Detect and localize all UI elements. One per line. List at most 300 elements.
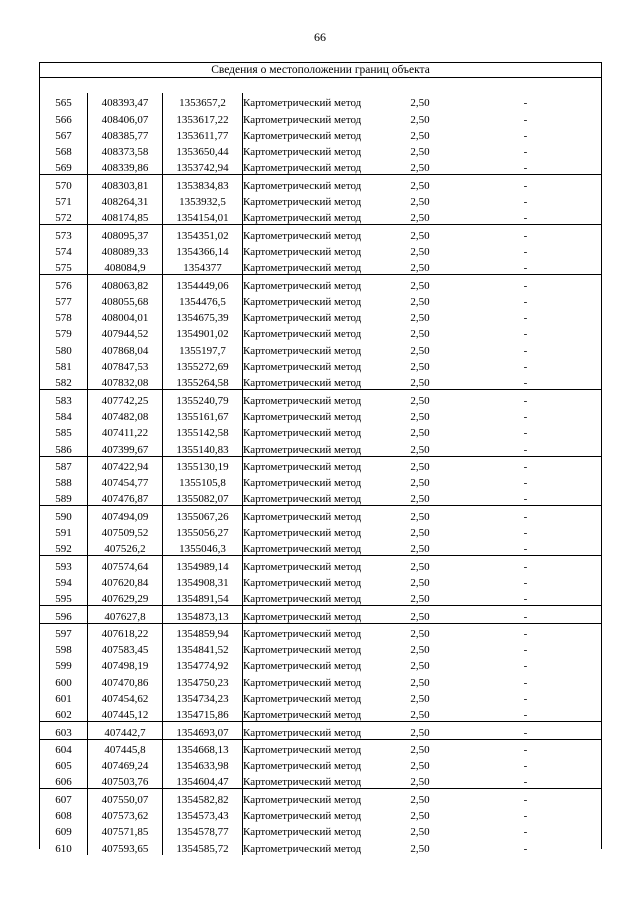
cell-accuracy: 2,50 (410, 312, 430, 325)
cell-coord-x: 408089,33 (88, 242, 163, 258)
cell-accuracy: 2,50 (410, 245, 430, 258)
cell-method: Картометрический метод (243, 328, 362, 341)
cell-accuracy: 2,50 (410, 692, 430, 705)
table-row (40, 175, 601, 192)
table-row (40, 258, 601, 275)
cell-description: - (523, 776, 528, 789)
cell-description: - (450, 275, 601, 292)
cell-description: - (450, 506, 601, 523)
cell-description: - (450, 789, 601, 806)
cell-point-number: 590 (40, 506, 88, 523)
cell-description: - (523, 676, 528, 689)
cell-description: - (523, 527, 528, 540)
cell-coord-y: 1355067,26 (163, 506, 243, 523)
table-row (40, 489, 601, 506)
table-row (40, 722, 601, 739)
table-row (40, 423, 601, 439)
cell-coord-y: 1354841,52 (163, 640, 243, 656)
cell-coord-x: 408385,77 (88, 126, 163, 142)
cell-point-number: 580 (40, 340, 88, 356)
cell-coord-y: 1354891,54 (163, 589, 243, 606)
cell-description: - (523, 312, 528, 325)
cell-method: Картометрический метод (243, 262, 362, 275)
cell-description: - (450, 390, 601, 407)
cell-coord-y: 1354351,02 (163, 225, 243, 242)
table-row (40, 357, 601, 373)
cell-point-number: 586 (40, 439, 88, 456)
cell-method: Картометрический метод (243, 97, 362, 110)
cell-coord-x: 407422,94 (88, 456, 163, 473)
cell-coord-y: 1355264,58 (163, 373, 243, 390)
cell-point-number: 582 (40, 373, 88, 390)
cell-coord-y: 1355130,19 (163, 456, 243, 473)
table-row (40, 93, 601, 109)
cell-coord-y: 1355056,27 (163, 523, 243, 539)
cell-method: Картометрический метод (243, 225, 391, 242)
coordinates-table (40, 93, 601, 855)
cell-coord-x: 407454,77 (88, 473, 163, 489)
table-row (40, 656, 601, 672)
table-row (40, 192, 601, 208)
table-row (40, 506, 601, 523)
table-row (40, 208, 601, 225)
cell-method: Картометрический метод (243, 113, 362, 126)
table-row (40, 806, 601, 822)
cell-coord-x: 407445,8 (88, 739, 163, 756)
cell-method: Картометрический метод (243, 789, 391, 806)
cell-coord-y: 1354859,94 (163, 623, 243, 640)
cell-method: Картометрический метод (243, 175, 391, 192)
cell-description: - (523, 427, 528, 440)
cell-coord-x: 408406,07 (88, 109, 163, 125)
cell-description: - (523, 543, 528, 556)
cell-coord-x: 407583,45 (88, 640, 163, 656)
cell-point-number: 607 (40, 789, 88, 806)
cell-method: Картометрический метод (243, 493, 362, 506)
cell-point-number: 594 (40, 573, 88, 589)
cell-coord-x: 408264,31 (88, 192, 163, 208)
cell-coord-x: 408095,37 (88, 225, 163, 242)
table-row (40, 373, 601, 390)
cell-coord-y: 1354693,07 (163, 722, 243, 739)
cell-description: - (523, 344, 528, 357)
cell-description: - (523, 113, 528, 126)
table-row (40, 689, 601, 705)
cell-coord-y: 1354582,82 (163, 789, 243, 806)
cell-point-number: 605 (40, 756, 88, 772)
cell-point-number: 603 (40, 722, 88, 739)
cell-coord-y: 1354573,43 (163, 806, 243, 822)
cell-point-number: 597 (40, 623, 88, 640)
cell-point-number: 581 (40, 357, 88, 373)
cell-coord-x: 408055,68 (88, 292, 163, 308)
cell-coord-x: 408174,85 (88, 208, 163, 225)
table-row (40, 473, 601, 489)
cell-coord-x: 407847,53 (88, 357, 163, 373)
cell-coord-x: 408373,58 (88, 142, 163, 158)
cell-method: Картометрический метод (243, 477, 362, 490)
cell-description: - (523, 196, 528, 209)
cell-method: Картометрический метод (243, 146, 362, 159)
cell-point-number: 568 (40, 142, 88, 158)
cell-coord-y: 1353932,5 (163, 192, 243, 208)
cell-coord-x: 407498,19 (88, 656, 163, 672)
cell-accuracy: 2,50 (410, 262, 430, 275)
cell-description: - (523, 842, 528, 855)
table-row (40, 573, 601, 589)
cell-coord-x: 407526,2 (88, 539, 163, 556)
cell-point-number: 584 (40, 407, 88, 423)
cell-coord-x: 407503,76 (88, 772, 163, 789)
cell-coord-y: 1354585,72 (163, 838, 243, 854)
cell-method: Картометрический метод (243, 275, 391, 292)
cell-method: Картометрический метод (243, 443, 362, 456)
cell-method: Картометрический метод (243, 312, 362, 325)
cell-accuracy: 2,50 (410, 493, 430, 506)
cell-method: Картометрический метод (243, 212, 362, 225)
table-row (40, 822, 601, 838)
table-caption: Сведения о местоположении границ объекта (40, 63, 601, 78)
cell-point-number: 574 (40, 242, 88, 258)
cell-coord-y: 1354578,77 (163, 822, 243, 838)
cell-method: Картометрический метод (243, 196, 362, 209)
cell-description: - (523, 212, 528, 225)
cell-method: Картометрический метод (243, 390, 391, 407)
cell-description: - (523, 709, 528, 722)
cell-accuracy: 2,50 (410, 196, 430, 209)
cell-coord-y: 1354604,47 (163, 772, 243, 789)
table-row (40, 158, 601, 175)
cell-method: Картометрический метод (243, 456, 391, 473)
table-row (40, 606, 601, 623)
cell-accuracy: 2,50 (410, 328, 430, 341)
cell-coord-y: 1354715,86 (163, 705, 243, 722)
cell-method: Картометрический метод (243, 162, 362, 175)
table-row (40, 292, 601, 308)
cell-point-number: 571 (40, 192, 88, 208)
cell-method: Картометрический метод (243, 527, 362, 540)
cell-point-number: 579 (40, 324, 88, 340)
cell-coord-y: 1353657,2 (163, 93, 243, 109)
table-row (40, 838, 601, 854)
cell-coord-y: 1354449,06 (163, 275, 243, 292)
cell-point-number: 598 (40, 640, 88, 656)
cell-coord-y: 1354377 (163, 258, 243, 275)
cell-accuracy: 2,50 (390, 722, 450, 739)
cell-description: - (523, 245, 528, 258)
cell-point-number: 593 (40, 556, 88, 573)
table-row (40, 275, 601, 292)
cell-accuracy: 2,50 (410, 709, 430, 722)
cell-coord-x: 407482,08 (88, 407, 163, 423)
cell-accuracy: 2,50 (410, 377, 430, 390)
cell-method: Картометрический метод (243, 760, 362, 773)
table-row (40, 456, 601, 473)
cell-point-number: 610 (40, 838, 88, 854)
cell-coord-x: 407571,85 (88, 822, 163, 838)
cell-accuracy: 2,50 (410, 676, 430, 689)
cell-point-number: 588 (40, 473, 88, 489)
cell-coord-y: 1354675,39 (163, 308, 243, 324)
cell-accuracy: 2,50 (410, 162, 430, 175)
cell-point-number: 583 (40, 390, 88, 407)
cell-description: - (523, 810, 528, 823)
cell-coord-x: 407469,24 (88, 756, 163, 772)
cell-point-number: 596 (40, 606, 88, 623)
cell-description: - (523, 97, 528, 110)
cell-description: - (450, 175, 601, 192)
cell-accuracy: 2,50 (410, 410, 430, 423)
cell-coord-x: 407832,08 (88, 373, 163, 390)
cell-method: Картометрический метод (243, 660, 362, 673)
cell-description: - (523, 660, 528, 673)
cell-description: - (523, 146, 528, 159)
cell-accuracy: 2,50 (410, 842, 430, 855)
cell-point-number: 573 (40, 225, 88, 242)
cell-coord-x: 407470,86 (88, 672, 163, 688)
cell-description: - (450, 225, 601, 242)
cell-coord-x: 407494,09 (88, 506, 163, 523)
table-row (40, 672, 601, 688)
cell-description: - (523, 826, 528, 839)
cell-point-number: 600 (40, 672, 88, 688)
cell-method: Картометрический метод (243, 543, 362, 556)
cell-accuracy: 2,50 (410, 361, 430, 374)
cell-accuracy: 2,50 (390, 789, 450, 806)
cell-accuracy: 2,50 (410, 146, 430, 159)
cell-coord-y: 1355161,67 (163, 407, 243, 423)
cell-coord-x: 407454,62 (88, 689, 163, 705)
cell-method: Картометрический метод (243, 556, 391, 573)
cell-method: Картометрический метод (243, 644, 362, 657)
cell-method: Картометрический метод (243, 245, 362, 258)
cell-point-number: 599 (40, 656, 88, 672)
cell-coord-y: 1355140,83 (163, 439, 243, 456)
cell-coord-x: 407627,8 (88, 606, 163, 623)
cell-method: Картометрический метод (243, 361, 362, 374)
cell-description: - (523, 443, 528, 456)
cell-coord-x: 407742,25 (88, 390, 163, 407)
cell-coord-y: 1355197,7 (163, 340, 243, 356)
page-number: 66 (314, 30, 326, 44)
cell-coord-y: 1355046,3 (163, 539, 243, 556)
cell-description: - (523, 262, 528, 275)
cell-description: - (523, 410, 528, 423)
cell-coord-y: 1353617,22 (163, 109, 243, 125)
cell-method: Картометрический метод (243, 506, 391, 523)
cell-coord-x: 407629,29 (88, 589, 163, 606)
cell-accuracy: 2,50 (410, 543, 430, 556)
cell-coord-y: 1354901,02 (163, 324, 243, 340)
cell-point-number: 604 (40, 739, 88, 756)
cell-point-number: 585 (40, 423, 88, 439)
cell-method: Картометрический метод (243, 129, 362, 142)
table-row (40, 640, 601, 656)
cell-method: Картометрический метод (243, 606, 391, 623)
table-row (40, 439, 601, 456)
cell-method: Картометрический метод (243, 593, 362, 606)
table-row (40, 324, 601, 340)
cell-coord-x: 407574,64 (88, 556, 163, 573)
cell-accuracy: 2,50 (410, 576, 430, 589)
table-row (40, 308, 601, 324)
table-row (40, 756, 601, 772)
cell-accuracy: 2,50 (390, 456, 450, 473)
cell-coord-x: 407618,22 (88, 623, 163, 640)
cell-description: - (450, 556, 601, 573)
cell-point-number: 572 (40, 208, 88, 225)
cell-point-number: 565 (40, 93, 88, 109)
cell-coord-x: 408004,01 (88, 308, 163, 324)
cell-coord-x: 407476,87 (88, 489, 163, 506)
cell-method: Картометрический метод (243, 576, 362, 589)
cell-coord-x: 407399,67 (88, 439, 163, 456)
table-row (40, 109, 601, 125)
cell-point-number: 578 (40, 308, 88, 324)
table-row (40, 225, 601, 242)
cell-method: Картометрический метод (243, 739, 391, 756)
cell-coord-x: 407573,62 (88, 806, 163, 822)
cell-coord-y: 1355105,8 (163, 473, 243, 489)
cell-coord-y: 1355082,07 (163, 489, 243, 506)
cell-accuracy: 2,50 (390, 623, 450, 640)
cell-accuracy: 2,50 (410, 810, 430, 823)
cell-accuracy: 2,50 (410, 344, 430, 357)
cell-point-number: 577 (40, 292, 88, 308)
cell-method: Картометрический метод (243, 623, 391, 640)
table-body (40, 93, 601, 855)
cell-point-number: 566 (40, 109, 88, 125)
cell-point-number: 592 (40, 539, 88, 556)
cell-accuracy: 2,50 (410, 826, 430, 839)
cell-point-number: 595 (40, 589, 88, 606)
cell-point-number: 606 (40, 772, 88, 789)
cell-coord-y: 1354750,23 (163, 672, 243, 688)
cell-coord-x: 407944,52 (88, 324, 163, 340)
table-row (40, 739, 601, 756)
cell-method: Картометрический метод (243, 344, 362, 357)
cell-point-number: 575 (40, 258, 88, 275)
cell-coord-x: 407868,04 (88, 340, 163, 356)
cell-description: - (523, 162, 528, 175)
cell-coord-x: 407593,65 (88, 838, 163, 854)
cell-description: - (450, 456, 601, 473)
cell-description: - (450, 606, 601, 623)
table-row (40, 623, 601, 640)
table-row (40, 340, 601, 356)
cell-accuracy: 2,50 (410, 212, 430, 225)
cell-method: Картометрический метод (243, 377, 362, 390)
cell-coord-y: 1354774,92 (163, 656, 243, 672)
cell-accuracy: 2,50 (390, 556, 450, 573)
cell-accuracy: 2,50 (410, 776, 430, 789)
cell-accuracy: 2,50 (410, 644, 430, 657)
cell-point-number: 587 (40, 456, 88, 473)
cell-method: Картометрический метод (243, 692, 362, 705)
cell-accuracy: 2,50 (410, 97, 430, 110)
cell-point-number: 609 (40, 822, 88, 838)
cell-description: - (523, 361, 528, 374)
cell-description: - (523, 295, 528, 308)
cell-description: - (450, 739, 601, 756)
cell-method: Картометрический метод (243, 676, 362, 689)
cell-accuracy: 2,50 (390, 606, 450, 623)
cell-coord-y: 1354908,31 (163, 573, 243, 589)
cell-coord-x: 408303,81 (88, 175, 163, 192)
table-row (40, 142, 601, 158)
cell-accuracy: 2,50 (410, 477, 430, 490)
cell-coord-y: 1354668,13 (163, 739, 243, 756)
cell-accuracy: 2,50 (410, 427, 430, 440)
cell-method: Картометрический метод (243, 842, 362, 855)
table-row (40, 523, 601, 539)
cell-coord-y: 1353834,83 (163, 175, 243, 192)
table-row (40, 705, 601, 722)
table-row (40, 789, 601, 806)
cell-point-number: 591 (40, 523, 88, 539)
table-row (40, 556, 601, 573)
cell-accuracy: 2,50 (390, 506, 450, 523)
cell-coord-y: 1355240,79 (163, 390, 243, 407)
table-row (40, 242, 601, 258)
cell-accuracy: 2,50 (390, 390, 450, 407)
cell-coord-y: 1353611,77 (163, 126, 243, 142)
cell-coord-y: 1354633,98 (163, 756, 243, 772)
cell-accuracy: 2,50 (410, 443, 430, 456)
cell-method: Картометрический метод (243, 295, 362, 308)
cell-description: - (450, 722, 601, 739)
table-blank-row (40, 78, 601, 93)
cell-description: - (523, 692, 528, 705)
cell-accuracy: 2,50 (390, 739, 450, 756)
cell-method: Картометрический метод (243, 427, 362, 440)
cell-accuracy: 2,50 (410, 527, 430, 540)
cell-description: - (450, 623, 601, 640)
table-row (40, 126, 601, 142)
cell-accuracy: 2,50 (390, 175, 450, 192)
cell-coord-y: 1354366,14 (163, 242, 243, 258)
cell-method: Картометрический метод (243, 826, 362, 839)
cell-coord-x: 407445,12 (88, 705, 163, 722)
cell-coord-x: 407620,84 (88, 573, 163, 589)
cell-accuracy: 2,50 (410, 660, 430, 673)
cell-method: Картометрический метод (243, 722, 391, 739)
cell-description: - (523, 593, 528, 606)
cell-method: Картометрический метод (243, 776, 362, 789)
cell-accuracy: 2,50 (390, 275, 450, 292)
cell-point-number: 608 (40, 806, 88, 822)
cell-coord-x: 407442,7 (88, 722, 163, 739)
cell-coord-x: 407411,22 (88, 423, 163, 439)
cell-description: - (523, 644, 528, 657)
cell-coord-y: 1354989,14 (163, 556, 243, 573)
cell-point-number: 576 (40, 275, 88, 292)
cell-accuracy: 2,50 (390, 225, 450, 242)
cell-accuracy: 2,50 (410, 129, 430, 142)
table-row (40, 589, 601, 606)
table-row (40, 390, 601, 407)
cell-coord-x: 408393,47 (88, 93, 163, 109)
cell-coord-x: 408063,82 (88, 275, 163, 292)
cell-coord-x: 408084,9 (88, 258, 163, 275)
cell-description: - (523, 328, 528, 341)
cell-description: - (523, 760, 528, 773)
cell-coord-y: 1354476,5 (163, 292, 243, 308)
cell-accuracy: 2,50 (410, 295, 430, 308)
cell-coord-y: 1355142,58 (163, 423, 243, 439)
cell-description: - (523, 477, 528, 490)
cell-point-number: 601 (40, 689, 88, 705)
